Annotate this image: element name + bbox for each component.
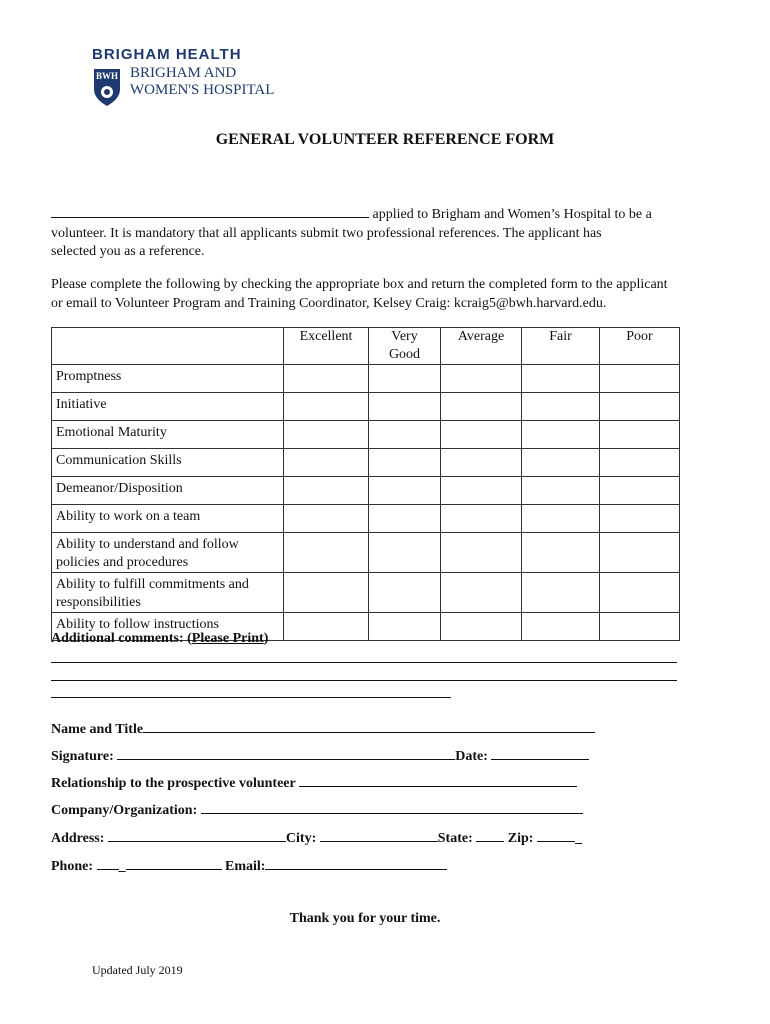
comments-label-underlined: Please Print	[191, 631, 264, 646]
header-poor: Poor	[600, 328, 680, 365]
rating-checkbox[interactable]	[522, 505, 600, 533]
rating-checkbox[interactable]	[600, 393, 680, 421]
rating-checkbox[interactable]	[284, 505, 369, 533]
rating-checkbox[interactable]	[600, 365, 680, 393]
city-field[interactable]	[320, 829, 438, 842]
table-row	[52, 477, 680, 505]
rating-checkbox[interactable]	[369, 613, 441, 641]
row-label	[52, 573, 284, 613]
rating-checkbox[interactable]	[369, 449, 441, 477]
phone-separator: _	[118, 859, 126, 874]
signature-field[interactable]	[117, 747, 455, 760]
zip-field[interactable]	[537, 829, 575, 842]
row-label: Ability to follow instructions	[52, 613, 284, 641]
table-row	[52, 573, 680, 613]
instructions-paragraph	[51, 276, 731, 313]
rating-checkbox[interactable]	[369, 393, 441, 421]
logo-hospital-name	[130, 65, 274, 99]
name-title-label: Name and Title	[51, 722, 144, 737]
row-label-line1: Ability to fulfill commitments and	[56, 577, 249, 592]
zip-label: Zip:	[504, 831, 537, 846]
rating-checkbox[interactable]	[369, 365, 441, 393]
rating-checkbox[interactable]	[600, 449, 680, 477]
header-average: Average	[441, 328, 522, 365]
intro-line1: applied to Brigham and Women’s Hospital to be a	[369, 207, 652, 222]
header-very-good-line2: Good	[388, 347, 421, 362]
rating-checkbox[interactable]	[522, 613, 600, 641]
rating-checkbox[interactable]	[441, 477, 522, 505]
row-label: Ability to work on a team	[52, 505, 284, 533]
rating-checkbox[interactable]	[369, 477, 441, 505]
row-label-line2: responsibilities	[56, 595, 141, 610]
name-title-row	[51, 720, 595, 738]
rating-checkbox[interactable]	[369, 505, 441, 533]
comments-label-prefix: Additional comments: (	[51, 631, 192, 646]
rating-checkbox[interactable]	[441, 613, 522, 641]
header-very-good	[369, 328, 441, 365]
table-row	[52, 421, 680, 449]
instructions-line2: or email to Volunteer Program and Training Coordinator, Kelsey Craig: kcraig5@bwh.harvard.edu.	[51, 295, 607, 311]
rating-checkbox[interactable]	[441, 533, 522, 573]
rating-checkbox[interactable]	[284, 365, 369, 393]
rating-checkbox[interactable]	[522, 533, 600, 573]
row-label-line2: policies and procedures	[56, 555, 189, 570]
rating-checkbox[interactable]	[369, 573, 441, 613]
updated-date: Updated July 2019	[92, 963, 183, 977]
rating-checkbox[interactable]	[284, 421, 369, 449]
table-header-row	[52, 328, 680, 365]
rating-checkbox[interactable]	[284, 613, 369, 641]
relationship-label: Relationship to the prospective volunteer	[51, 776, 299, 791]
rating-checkbox[interactable]	[441, 449, 522, 477]
header-fair: Fair	[522, 328, 600, 365]
hospital-logo	[90, 44, 310, 114]
rating-checkbox[interactable]	[522, 449, 600, 477]
intro-line3: selected you as a reference.	[51, 244, 205, 259]
company-row	[51, 801, 583, 819]
applicant-name-blank[interactable]	[51, 204, 369, 218]
table-row	[52, 393, 680, 421]
row-label: Promptness	[52, 365, 284, 393]
email-field[interactable]	[265, 857, 447, 870]
intro-line2: volunteer. It is mandatory that all applicants submit two professional references. The applicant has	[51, 225, 602, 241]
row-label	[52, 533, 284, 573]
company-field[interactable]	[201, 801, 583, 814]
row-label: Initiative	[52, 393, 284, 421]
rating-checkbox[interactable]	[441, 421, 522, 449]
row-label: Emotional Maturity	[52, 421, 284, 449]
phone-number-field[interactable]	[126, 857, 222, 870]
rating-checkbox[interactable]	[600, 505, 680, 533]
table-row	[52, 449, 680, 477]
row-label: Communication Skills	[52, 449, 284, 477]
logo-name-line2: WOMEN'S HOSPITAL	[130, 82, 275, 98]
header-blank-cell	[52, 328, 284, 365]
relationship-field[interactable]	[299, 774, 577, 787]
rating-checkbox[interactable]	[522, 573, 600, 613]
city-label: City:	[285, 831, 320, 846]
row-label-line1: Ability to understand and follow	[56, 537, 239, 552]
rating-checkbox[interactable]	[441, 505, 522, 533]
comment-line[interactable]	[51, 662, 677, 663]
rating-checkbox[interactable]	[369, 421, 441, 449]
address-field[interactable]	[108, 829, 286, 842]
header-very-good-line1: Very	[391, 329, 418, 344]
rating-checkbox[interactable]	[522, 393, 600, 421]
address-label: Address:	[51, 831, 108, 846]
phone-label: Phone:	[51, 859, 97, 874]
comment-line[interactable]	[51, 697, 451, 698]
name-title-field[interactable]	[143, 720, 595, 733]
phone-row	[51, 857, 447, 875]
rating-checkbox[interactable]	[522, 421, 600, 449]
table-row	[52, 365, 680, 393]
rating-checkbox[interactable]	[284, 449, 369, 477]
table-row	[52, 505, 680, 533]
comments-label	[51, 631, 268, 647]
rating-checkbox[interactable]	[284, 393, 369, 421]
table-row	[52, 533, 680, 573]
zip-tail: _	[574, 831, 582, 846]
intro-paragraph	[51, 204, 731, 262]
signature-label: Signature:	[51, 749, 118, 764]
rating-checkbox[interactable]	[284, 477, 369, 505]
address-row	[51, 829, 582, 847]
rating-checkbox[interactable]	[600, 533, 680, 573]
rating-checkbox[interactable]	[600, 573, 680, 613]
rating-checkbox[interactable]	[441, 393, 522, 421]
rating-checkbox[interactable]	[600, 421, 680, 449]
instructions-line1: Please complete the following by checking the appropriate box and return the completed form to the applicant	[51, 277, 668, 292]
rating-checkbox[interactable]	[441, 365, 522, 393]
phone-area-field[interactable]	[97, 857, 119, 870]
rating-checkbox[interactable]	[369, 533, 441, 573]
comments-label-suffix: )	[263, 631, 269, 646]
relationship-row	[51, 774, 577, 792]
thank-you-text: Thank you for your time.	[289, 911, 441, 926]
state-label: State:	[437, 831, 477, 846]
rating-checkbox[interactable]	[441, 573, 522, 613]
state-field[interactable]	[476, 829, 504, 842]
email-label: Email:	[221, 859, 266, 874]
rating-checkbox[interactable]	[284, 573, 369, 613]
logo-name-line1: BRIGHAM AND	[130, 65, 237, 81]
comment-line[interactable]	[51, 680, 677, 681]
date-field[interactable]	[491, 747, 589, 760]
row-label: Demeanor/Disposition	[52, 477, 284, 505]
ratings-table	[51, 327, 680, 641]
signature-row	[51, 747, 589, 765]
rating-checkbox[interactable]	[600, 477, 680, 505]
rating-checkbox[interactable]	[522, 477, 600, 505]
rating-checkbox[interactable]	[600, 613, 680, 641]
logo-org-name: BRIGHAM HEALTH	[92, 46, 242, 63]
date-label: Date:	[455, 749, 492, 764]
rating-checkbox[interactable]	[284, 533, 369, 573]
rating-checkbox[interactable]	[522, 365, 600, 393]
header-excellent: Excellent	[284, 328, 369, 365]
logo-shield-text: BWH	[95, 71, 118, 81]
company-label: Company/Organization:	[51, 803, 201, 818]
page-title: GENERAL VOLUNTEER REFERENCE FORM	[215, 131, 555, 148]
